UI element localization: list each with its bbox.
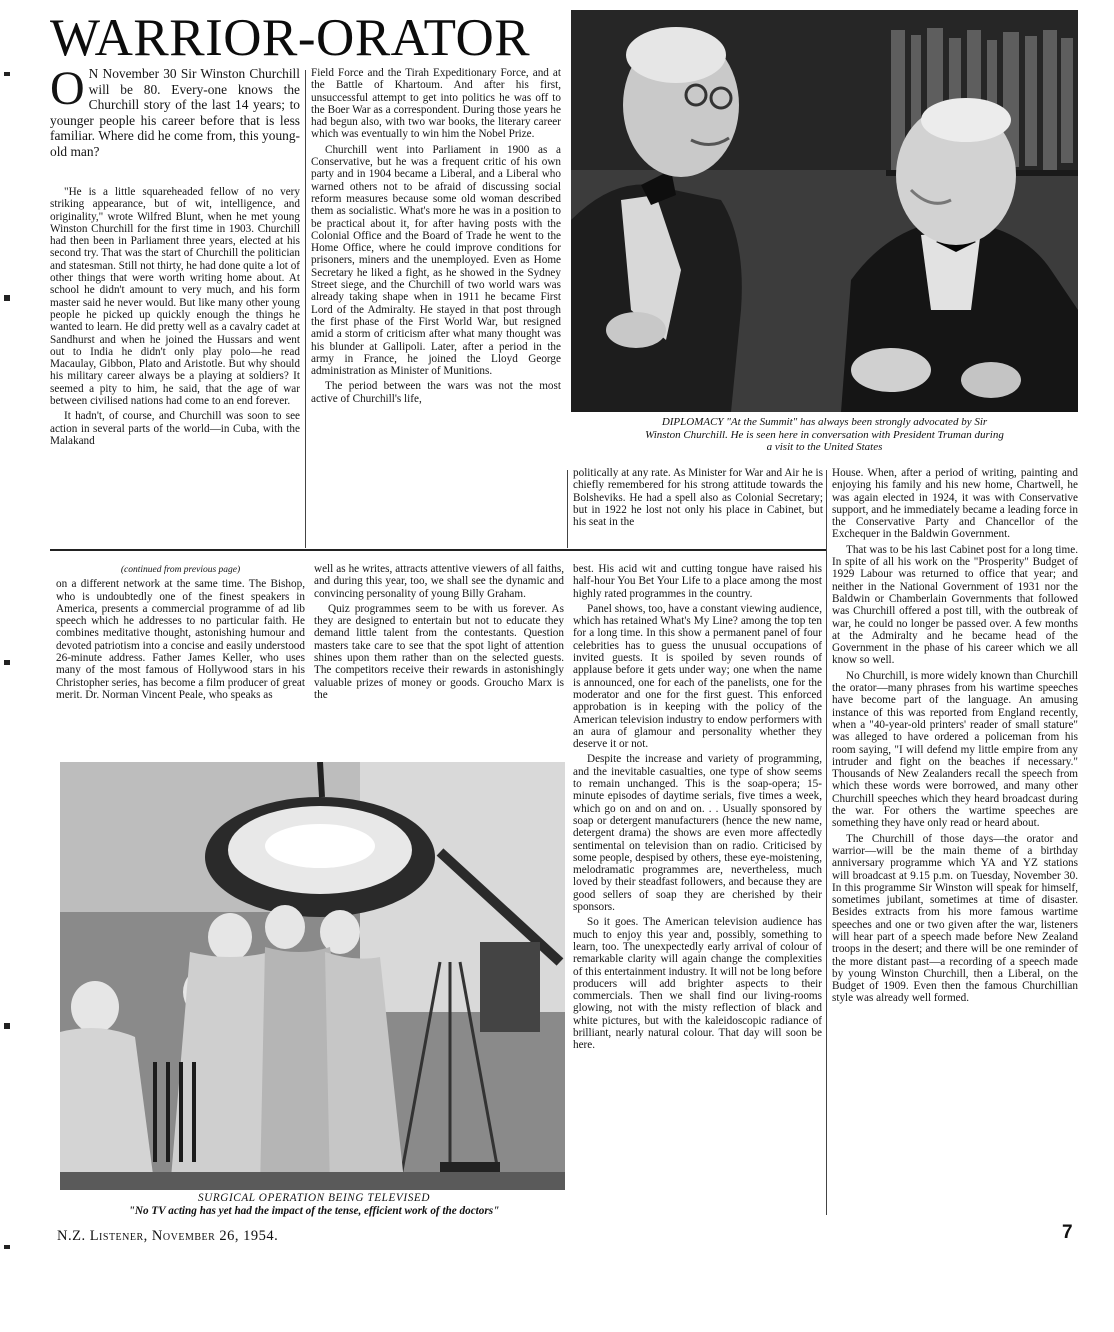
article-column-4 bbox=[832, 467, 1078, 1219]
diplomacy-caption bbox=[571, 416, 1078, 454]
article-column-2 bbox=[311, 67, 561, 548]
article-separator bbox=[50, 549, 826, 551]
tv-column-3 bbox=[573, 563, 822, 1219]
scan-mark bbox=[4, 295, 10, 301]
column-paragraph: Field Force and the Tirah Expeditionary Force, and at the Battle of Khartoum. And after his first, unsuccessful attempt to get into politics he was off to the Boer War as a correspondent. During those years he had begun also, with two war books, the literary career which was eventually to win him the Nobel Prize. bbox=[311, 67, 561, 141]
article-column-3-top bbox=[573, 467, 823, 548]
column-paragraph: Quiz programmes seem to be with us forever. As they are designed to entertain but not to educate they demand little talent from the contestants. Question masters take care to see that the spot light of attention shines upon them rather than on the selected guests. The competitors receive their rewards in astonishingly valuable prizes of money or goods. Groucho Marx is the bbox=[314, 602, 564, 701]
churchill-truman-photo bbox=[571, 10, 1078, 412]
scan-mark bbox=[4, 1023, 10, 1029]
column-paragraph: politically at any rate. As Minister for War and Air he is chiefly remembered for his strong attitude towards the Bolsheviks. He had a spell also as Colonial Secretary; but in 1922 he lost not only his place in Cabinet, but his seat in the bbox=[573, 467, 823, 529]
column-paragraph: House. When, after a period of writing, painting and enjoying his family and his new home, Chartwell, he was again elected in 1924, it was with Conservative support, and he immediately became a leading force in the Conservative Party and Chancellor of the Exchequer in the Baldwin Government. bbox=[832, 467, 1078, 541]
column-paragraph: That was to be his last Cabinet post for a long time. In spite of all his work on the "Prosperity" Budget of 1929 Labour was returned to office that year; and neither in the National Government of 1931 nor the Baldwin or Chamberlain Governments that followed was Churchill offered a post till, with the outbreak of war, he could no longer be passed over. A few months at the Admiralty and he became head of the Government in the phase of his career which we all know so well. bbox=[832, 543, 1078, 667]
lead-paragraph bbox=[50, 62, 300, 160]
issue-footer: N.Z. Listener, November 26, 1954. bbox=[57, 1228, 279, 1244]
column-paragraph: "He is a little squareheaded fellow of no very striking appearance, but of wit, intelligence, and originality," wrote Wilfred Blunt, when he met young Winston Churchill for the first time in 1903. Churchill had then been in Parliament three years, elected at his second try. That was the start of Churchill the politician and statesman. Still not thirty, he had done quite a lot of other things that were worth writing home about. At school he didn't amount to very much, and his form master said he never would. But like many other young people he picked up quickly enough the things he wanted to learn. He did pretty well as a cavalry cadet at Sandhurst and when he joined the Hussars and went out to India he didn't only play polo—he read Macaulay, Gibbon, Plato and Aristotle. But why should his military career always be a playing at soldiers? It seemed a pity to him, he said, that the age of war between civilised nations had come to an end forever. bbox=[50, 186, 300, 408]
column-paragraph: The Churchill of those days—the orator and warrior—will be the main theme of a birthday anniversary programme which YA and YZ stations will broadcast at 9.15 p.m. on Tuesday, November 30. In this programme Sir Winston will speak for himself, sometimes jubilant, sometimes at time of disaster. Besides extracts from his more famous wartime speeches and one or two given after the war, listeners will hear part of a speech made before New Zealand troops in the desert; and there will be one reminder of the more distant past—a recording of a speech made by young Winston Churchill, then a Liberal, on the Budget of 1909. Even then the famous Churchillian style was already well formed. bbox=[832, 832, 1078, 1005]
column-paragraph: well as he writes, attracts attentive viewers of all faiths, and during this year, too, we shall see the dynamic and convincing personality of young Billy Graham. bbox=[314, 563, 564, 600]
drop-cap: O bbox=[50, 62, 85, 115]
caption-title: SURGICAL OPERATION BEING TELEVISED bbox=[197, 1192, 431, 1204]
column-paragraph: No Churchill, is more widely known than Churchill the orator—many phrases from his wartime speeches have become part of the language. An amusing instance of this was reported from England recently, when a "40-year-old printers' reader of small stature" was alleged to have ordered a policeman from his room saying, "I will defend my little empire from any intruder and fight on the beaches if necessary." Thousands of New Zealanders recall the speech from which these words were borrowed, and many other Churchill speeches which they heard broadcast during the war. For others the wartime speeches are something they have only read or heard about. bbox=[832, 669, 1078, 830]
scan-mark bbox=[4, 72, 10, 76]
surgical-operation-photo bbox=[60, 762, 565, 1190]
caption-line: a visit to the United States bbox=[766, 441, 883, 453]
column-paragraph: Churchill went into Parliament in 1900 as a Conservative, but he was a frequent critic of his own party and in 1904 became a Liberal, and a Liberal who warned others not to be afraid of discussing social reform measures because some old woman described them as socialistic. What's more he was in a position to be practical about it, for after having posts with the Colonial Office and the Board of Trade he went to the Home Office, where he could improve conditions for prisoners, miners and the unemployed. Even as Home Secretary he liked a fight, as he showed in the Sydney Street siege, and the Churchill of two world wars was already taking shape when in 1911 he became First Lord of the Admiralty. He stayed in that post through the first phase of the First World War, but resigned amid a storm of criticism after what many thought was his blunder at Gallipoli. Later, after a period in the army in France, he joined the Lloyd George administration as Minister of Munitions. bbox=[311, 143, 561, 378]
column-paragraph: Despite the increase and variety of programming, and the inevitable casualties, one type of show seems to remain unchanged. This is the soap-opera; 15-minute episodes of daytime serials, five times a week, which go on and on and on. . . Usually sponsored by soap or detergent manufacturers (hence the new name, detergent drama) the shows are even more affectedly sentimental on television than on radio. Criticised by some people, despised by others, these eye-moistening, melodramatic programmes are, nevertheless, much loved by their steadfast followers, and because they are good sellers of soap they are cherished by their sponsors. bbox=[573, 753, 822, 914]
column-divider bbox=[567, 470, 568, 548]
continued-note: (continued from previous page) bbox=[120, 565, 241, 575]
caption-quote: "No TV acting has yet had the impact of the tense, efficient work of the doctors" bbox=[128, 1204, 500, 1217]
scan-mark bbox=[4, 1245, 10, 1249]
caption-line: Winston Churchill. He is seen here in conversation with President Truman during bbox=[645, 428, 1004, 441]
column-paragraph: Panel shows, too, have a constant viewing audience, which has retained What's My Line? among the top ten for a long time. In this show a permanent panel of four celebrities has to guess the unusual occupations of invited guests. It is spoiled by seven rounds of applause before it gets under way; one when the name is announced, one for each of the panelists, one for the moderator and one for the first guest. This enforced approbation is in keeping with the policy of the American television industry to endow performers with an aura of glamour and personality whether they deserve it or not. bbox=[573, 602, 822, 751]
page-number: 7 bbox=[1062, 1222, 1073, 1243]
column-paragraph: It hadn't, of course, and Churchill was soon to see action in several parts of the world—in Cuba, with the Malakand bbox=[50, 410, 300, 447]
column-paragraph: The period between the wars was not the most active of Churchill's life, bbox=[311, 380, 561, 405]
surgical-caption bbox=[58, 1192, 570, 1217]
scan-mark bbox=[4, 660, 10, 665]
column-divider bbox=[826, 470, 827, 1215]
column-paragraph: on a different network at the same time. The Bishop, who is undoubtedly one of the finest speakers in America, presents a commercial programme of ad lib speech which he addresses to no particular faith. He combines meditative thought, astonishing humour and devoted patriotism into a concise and easily understood 26-minute address. Father James Keller, who uses many of the most famous of Hollywood stars in his Christopher series, has become a film producer of great merit. Dr. Norman Vincent Peale, who speaks as bbox=[56, 578, 305, 701]
column-paragraph: best. His acid wit and cutting tongue have raised his half-hour You Bet Your Life to a place among the most highly rated programmes in the country. bbox=[573, 563, 822, 600]
headline: WARRIOR-ORATOR bbox=[50, 9, 531, 67]
article-column-1 bbox=[50, 186, 300, 548]
tv-column-1 bbox=[56, 564, 305, 754]
lead-text: N November 30 Sir Winston Churchill will be 80. Every-one knows the Churchill story of the last 14 years; to younger people his career before that is less familiar. Where did he come from, this young-old man? bbox=[50, 66, 300, 159]
column-divider bbox=[305, 70, 306, 548]
column-paragraph: So it goes. The American television audience has much to enjoy this year and, possibly, something to learn, too. The unexpectedly early arrival of colour of remarkable clarity will again change the complexities of this entertainment industry. It will not be long before producers will add brighter aspects to their commercials. Then we shall find our living-rooms glowing, not with the misty reflection of black and white pictures, but with the kaleidoscopic radiance of brilliant, nearly natural colour. That day will soon be here. bbox=[573, 916, 822, 1052]
tv-column-2 bbox=[314, 563, 564, 754]
caption-line: DIPLOMACY "At the Summit" has always been strongly advocated by Sir bbox=[661, 416, 988, 428]
